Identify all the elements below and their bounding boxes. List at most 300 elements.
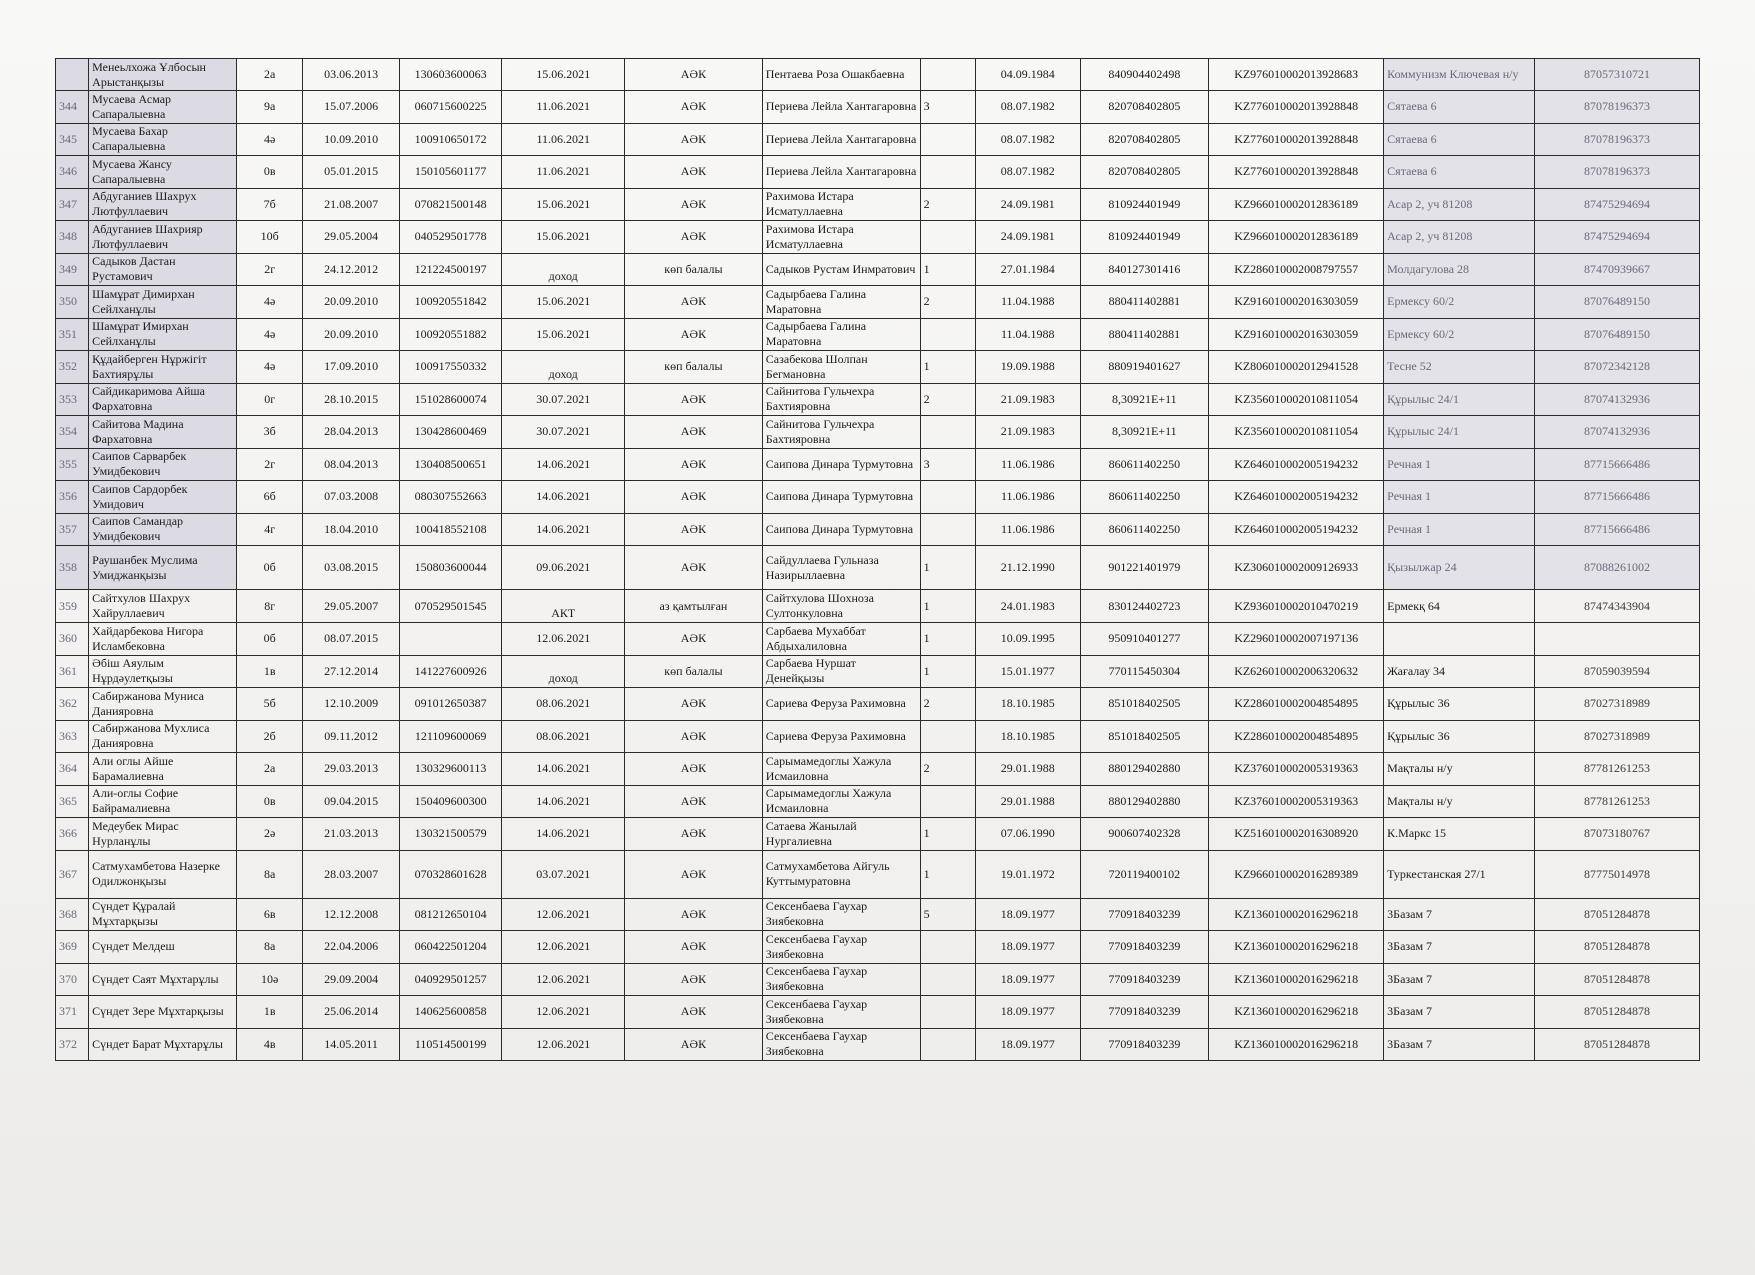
children-count-cell xyxy=(920,1028,975,1061)
parent-birth-date-cell: 11.06.1986 xyxy=(975,513,1080,546)
table-row xyxy=(56,221,1700,254)
student-birth-date-cell: 28.10.2015 xyxy=(303,383,400,416)
address-cell: Сятаева 6 xyxy=(1384,91,1535,124)
class-grade-cell: 6в xyxy=(236,898,302,931)
student-name-cell: Раушанбек Муслима Умиджанқызы xyxy=(89,546,237,590)
phone-number-cell: 87051284878 xyxy=(1534,1028,1699,1061)
class-grade-cell: 8а xyxy=(236,931,302,964)
student-birth-date-cell: 10.09.2010 xyxy=(303,123,400,156)
class-grade-cell: 7б xyxy=(236,188,302,221)
student-name-cell: Сүндет Саят Мұхтарұлы xyxy=(89,963,237,996)
row-number-cell: 358 xyxy=(56,546,89,590)
student-name-cell: Мусаева Жансу Сапаралыевна xyxy=(89,156,237,189)
address-cell: Ермекқ 64 xyxy=(1384,590,1535,623)
class-grade-cell: 4ә xyxy=(236,286,302,319)
phone-number-cell: 87781261253 xyxy=(1534,785,1699,818)
phone-number-cell: 87051284878 xyxy=(1534,963,1699,996)
student-iin-cell: 121224500197 xyxy=(399,253,502,286)
address-cell: К.Маркс 15 xyxy=(1384,818,1535,851)
student-name-cell: Сүндет Мелдеш xyxy=(89,931,237,964)
basis-category-cell: АӘК xyxy=(625,416,763,449)
basis-category-cell: АӘК xyxy=(625,1028,763,1061)
phone-number-cell: 87072342128 xyxy=(1534,351,1699,384)
basis-category-cell: АӘК xyxy=(625,123,763,156)
children-count-cell xyxy=(920,416,975,449)
table-row xyxy=(56,785,1700,818)
address-cell: Туркестанская 27/1 xyxy=(1384,850,1535,898)
parent-iin-cell: 820708402805 xyxy=(1080,123,1209,156)
row-number-cell: 349 xyxy=(56,253,89,286)
table-row xyxy=(56,188,1700,221)
student-iin-cell: 150409600300 xyxy=(399,785,502,818)
bank-account-cell: KZ776010002013928848 xyxy=(1209,123,1384,156)
class-grade-cell: 0г xyxy=(236,383,302,416)
student-iin-cell: 070821500148 xyxy=(399,188,502,221)
register-sheet xyxy=(55,58,1700,1061)
bank-account-cell: KZ776010002013928848 xyxy=(1209,156,1384,189)
row-number-cell: 353 xyxy=(56,383,89,416)
class-grade-cell: 1в xyxy=(236,996,302,1029)
student-birth-date-cell: 21.08.2007 xyxy=(303,188,400,221)
table-row xyxy=(56,850,1700,898)
student-iin-cell: 141227600926 xyxy=(399,655,502,688)
parent-birth-date-cell: 24.01.1983 xyxy=(975,590,1080,623)
bank-account-cell: KZ296010002007197136 xyxy=(1209,623,1384,656)
student-birth-date-cell: 20.09.2010 xyxy=(303,318,400,351)
phone-number-cell: 87775014978 xyxy=(1534,850,1699,898)
children-count-cell xyxy=(920,123,975,156)
student-birth-date-cell: 27.12.2014 xyxy=(303,655,400,688)
children-count-cell: 3 xyxy=(920,91,975,124)
basis-category-cell: көп балалы xyxy=(625,655,763,688)
address-cell: Мақталы н/у xyxy=(1384,785,1535,818)
parent-birth-date-cell: 07.06.1990 xyxy=(975,818,1080,851)
application-date-cell: АКТ xyxy=(502,590,625,623)
student-name-cell: Менеьлхожа Ұлбосын Арыстанқызы xyxy=(89,59,237,91)
table-row xyxy=(56,318,1700,351)
application-date-cell: 08.06.2021 xyxy=(502,688,625,721)
parent-name-cell: Периева Лейла Хантагаровна xyxy=(762,156,920,189)
parent-name-cell: Сексенбаева Гаухар Зиябековна xyxy=(762,963,920,996)
row-number-cell: 348 xyxy=(56,221,89,254)
basis-category-cell: аз қамтылған xyxy=(625,590,763,623)
student-iin-cell: 040529501778 xyxy=(399,221,502,254)
class-grade-cell: 0в xyxy=(236,156,302,189)
parent-birth-date-cell: 21.09.1983 xyxy=(975,383,1080,416)
student-name-cell: Абдуганиев Шахрияр Лютфуллаевич xyxy=(89,221,237,254)
row-number-cell: 369 xyxy=(56,931,89,964)
class-grade-cell: 4ә xyxy=(236,123,302,156)
parent-birth-date-cell: 08.07.1982 xyxy=(975,156,1080,189)
class-grade-cell: 2б xyxy=(236,720,302,753)
application-date-cell: 12.06.2021 xyxy=(502,1028,625,1061)
student-name-cell: Али оглы Айше Барамалиевна xyxy=(89,753,237,786)
address-cell: Жағалау 34 xyxy=(1384,655,1535,688)
application-date-cell: 14.06.2021 xyxy=(502,753,625,786)
parent-name-cell: Периева Лейла Хантагаровна xyxy=(762,91,920,124)
student-iin-cell: 130321500579 xyxy=(399,818,502,851)
application-date-cell: 11.06.2021 xyxy=(502,123,625,156)
application-date-cell: 08.06.2021 xyxy=(502,720,625,753)
parent-birth-date-cell: 08.07.1982 xyxy=(975,123,1080,156)
children-count-cell: 1 xyxy=(920,623,975,656)
parent-iin-cell: 900607402328 xyxy=(1080,818,1209,851)
parent-name-cell: Сатаева Жаныл​ай Нургалиевна xyxy=(762,818,920,851)
student-name-cell: Шамұрат Имирхан Сейлханұлы xyxy=(89,318,237,351)
table-row xyxy=(56,253,1700,286)
row-number-cell: 360 xyxy=(56,623,89,656)
address-cell: Ермексу 60/2 xyxy=(1384,318,1535,351)
bank-account-cell: KZ646010002005194232 xyxy=(1209,513,1384,546)
basis-category-cell: АӘК xyxy=(625,850,763,898)
parent-iin-cell: 840904402498 xyxy=(1080,59,1209,91)
parent-iin-cell: 8,30921E+11 xyxy=(1080,383,1209,416)
parent-iin-cell: 810924401949 xyxy=(1080,188,1209,221)
parent-name-cell: Сексенбаева Гаухар Зиябековна xyxy=(762,996,920,1029)
student-birth-date-cell: 05.01.2015 xyxy=(303,156,400,189)
children-count-cell: 1 xyxy=(920,850,975,898)
table-row xyxy=(56,59,1700,91)
student-name-cell: Сабиржанова Мухлиса Данияровна xyxy=(89,720,237,753)
application-date-cell: 15.06.2021 xyxy=(502,318,625,351)
class-grade-cell: 8а xyxy=(236,850,302,898)
bank-account-cell: KZ966010002012836189 xyxy=(1209,188,1384,221)
address-cell: 3Базам 7 xyxy=(1384,996,1535,1029)
student-iin-cell: 100910650172 xyxy=(399,123,502,156)
student-iin-cell: 130428600469 xyxy=(399,416,502,449)
student-birth-date-cell: 29.05.2007 xyxy=(303,590,400,623)
student-birth-date-cell: 21.03.2013 xyxy=(303,818,400,851)
row-number-cell: 371 xyxy=(56,996,89,1029)
parent-name-cell: Сексенбаева Гаухар Зиябековна xyxy=(762,898,920,931)
application-date-cell: 14.06.2021 xyxy=(502,818,625,851)
parent-birth-date-cell: 19.01.1972 xyxy=(975,850,1080,898)
student-name-cell: Хайдарбекова Нигора Исламбековна xyxy=(89,623,237,656)
student-birth-date-cell: 24.12.2012 xyxy=(303,253,400,286)
student-birth-date-cell: 08.04.2013 xyxy=(303,448,400,481)
address-cell: Ермексу 60/2 xyxy=(1384,286,1535,319)
student-name-cell: Сайдикаримова Айша Фархатовна xyxy=(89,383,237,416)
parent-iin-cell: 770918403239 xyxy=(1080,1028,1209,1061)
phone-number-cell: 87076489150 xyxy=(1534,286,1699,319)
parent-name-cell: Сайтхулова Шохноза Султонкуловна xyxy=(762,590,920,623)
phone-number-cell: 87475294694 xyxy=(1534,221,1699,254)
student-name-cell: Сайтхулов Шахрух Хайруллаевич xyxy=(89,590,237,623)
parent-iin-cell: 770918403239 xyxy=(1080,898,1209,931)
parent-name-cell: Сайнитова Гульчехра Бахтияровна xyxy=(762,383,920,416)
children-count-cell xyxy=(920,785,975,818)
class-grade-cell: 2г xyxy=(236,448,302,481)
address-cell: 3Базам 7 xyxy=(1384,1028,1535,1061)
student-name-cell: Медеубек Мирас Нурланұлы xyxy=(89,818,237,851)
student-iin-cell: 100920551882 xyxy=(399,318,502,351)
parent-name-cell: Саипова Динара Турмутовна xyxy=(762,513,920,546)
phone-number-cell: 87078196373 xyxy=(1534,91,1699,124)
children-count-cell xyxy=(920,318,975,351)
parent-name-cell: Садырбаева Галина Маратовна xyxy=(762,318,920,351)
student-birth-date-cell: 03.08.2015 xyxy=(303,546,400,590)
bank-account-cell: KZ376010002005319363 xyxy=(1209,753,1384,786)
student-iin-cell: 040929501257 xyxy=(399,963,502,996)
student-birth-date-cell: 08.07.2015 xyxy=(303,623,400,656)
bank-account-cell: KZ626010002006320632 xyxy=(1209,655,1384,688)
parent-birth-date-cell: 29.01.1988 xyxy=(975,785,1080,818)
parent-iin-cell: 840127301416 xyxy=(1080,253,1209,286)
row-number-cell: 351 xyxy=(56,318,89,351)
student-birth-date-cell: 15.07.2006 xyxy=(303,91,400,124)
row-number-cell: 363 xyxy=(56,720,89,753)
class-grade-cell: 4в xyxy=(236,1028,302,1061)
student-birth-date-cell: 14.05.2011 xyxy=(303,1028,400,1061)
parent-name-cell: Сексенбаева Гаухар Зиябековна xyxy=(762,931,920,964)
row-number-cell: 356 xyxy=(56,481,89,514)
application-date-cell: 11.06.2021 xyxy=(502,156,625,189)
row-number-cell: 355 xyxy=(56,448,89,481)
basis-category-cell: АӘК xyxy=(625,753,763,786)
address-cell: Коммунизм Ключевая н/у xyxy=(1384,59,1535,91)
parent-iin-cell: 810924401949 xyxy=(1080,221,1209,254)
row-number-cell: 347 xyxy=(56,188,89,221)
application-date-cell: доход xyxy=(502,655,625,688)
phone-number-cell: 87027318989 xyxy=(1534,720,1699,753)
basis-category-cell: АӘК xyxy=(625,221,763,254)
student-iin-cell: 060715600225 xyxy=(399,91,502,124)
parent-birth-date-cell: 11.04.1988 xyxy=(975,318,1080,351)
parent-name-cell: Садырбаева Галина Маратовна xyxy=(762,286,920,319)
parent-iin-cell: 720119400102 xyxy=(1080,850,1209,898)
student-iin-cell: 060422501204 xyxy=(399,931,502,964)
children-count-cell: 1 xyxy=(920,818,975,851)
parent-name-cell: Пентаева Роза Ошакбаевна xyxy=(762,59,920,91)
basis-category-cell: АӘК xyxy=(625,996,763,1029)
parent-birth-date-cell: 29.01.1988 xyxy=(975,753,1080,786)
address-cell: Сятаева 6 xyxy=(1384,123,1535,156)
row-number-cell: 370 xyxy=(56,963,89,996)
phone-number-cell: 87715666486 xyxy=(1534,481,1699,514)
row-number-cell: 357 xyxy=(56,513,89,546)
student-name-cell: Сатмухамбетова Назерке Одилжонқызы xyxy=(89,850,237,898)
children-count-cell: 2 xyxy=(920,688,975,721)
parent-name-cell: Сарбаева Мухаббат Абдыхалиловна xyxy=(762,623,920,656)
phone-number-cell: 87078196373 xyxy=(1534,156,1699,189)
bank-account-cell: KZ646010002005194232 xyxy=(1209,481,1384,514)
bank-account-cell: KZ916010002016303059 xyxy=(1209,286,1384,319)
student-name-cell: Мусаева Бахар Сапаралыевна xyxy=(89,123,237,156)
parent-name-cell: Саипова Динара Турмутовна xyxy=(762,448,920,481)
application-date-cell: доход xyxy=(502,253,625,286)
application-date-cell: 12.06.2021 xyxy=(502,931,625,964)
phone-number-cell: 87475294694 xyxy=(1534,188,1699,221)
student-name-cell: Сүндет Құралай Мұхтарқызы xyxy=(89,898,237,931)
student-name-cell: Шамұрат Димирхан Сейлханұлы xyxy=(89,286,237,319)
class-grade-cell: 6б xyxy=(236,481,302,514)
children-count-cell: 3 xyxy=(920,448,975,481)
student-name-cell: Сүндет Барат Мұхтарұлы xyxy=(89,1028,237,1061)
parent-name-cell: Сарымамедоглы Хажула Исмаиловна xyxy=(762,753,920,786)
student-birth-date-cell: 28.04.2013 xyxy=(303,416,400,449)
phone-number-cell: 87781261253 xyxy=(1534,753,1699,786)
bank-account-cell: KZ136010002016296218 xyxy=(1209,996,1384,1029)
phone-number-cell xyxy=(1534,623,1699,656)
parent-iin-cell: 950910401277 xyxy=(1080,623,1209,656)
application-date-cell: 14.06.2021 xyxy=(502,513,625,546)
student-name-cell: Абдуганиев Шахрух Лютфуллаевич xyxy=(89,188,237,221)
table-row xyxy=(56,546,1700,590)
phone-number-cell: 87076489150 xyxy=(1534,318,1699,351)
phone-number-cell: 87470939667 xyxy=(1534,253,1699,286)
row-number-cell: 350 xyxy=(56,286,89,319)
bank-account-cell: KZ286010002008797557 xyxy=(1209,253,1384,286)
row-number-cell xyxy=(56,59,89,91)
children-count-cell: 1 xyxy=(920,546,975,590)
children-count-cell: 2 xyxy=(920,286,975,319)
student-birth-date-cell: 18.04.2010 xyxy=(303,513,400,546)
table-row xyxy=(56,623,1700,656)
address-cell: Қызылжар 24 xyxy=(1384,546,1535,590)
application-date-cell: 30.07.2021 xyxy=(502,416,625,449)
student-iin-cell: 100418552108 xyxy=(399,513,502,546)
bank-account-cell: KZ966010002016289389 xyxy=(1209,850,1384,898)
parent-name-cell: Рахимова Истара Исматуллаевна xyxy=(762,188,920,221)
phone-number-cell: 87073180767 xyxy=(1534,818,1699,851)
application-date-cell: 12.06.2021 xyxy=(502,996,625,1029)
student-iin-cell: 100917550332 xyxy=(399,351,502,384)
application-date-cell: 14.06.2021 xyxy=(502,785,625,818)
student-iin-cell: 100920551842 xyxy=(399,286,502,319)
parent-birth-date-cell: 11.06.1986 xyxy=(975,448,1080,481)
parent-birth-date-cell: 18.10.1985 xyxy=(975,720,1080,753)
parent-iin-cell: 880129402880 xyxy=(1080,753,1209,786)
basis-category-cell: АӘК xyxy=(625,720,763,753)
row-number-cell: 365 xyxy=(56,785,89,818)
phone-number-cell: 87088261002 xyxy=(1534,546,1699,590)
application-date-cell: 03.07.2021 xyxy=(502,850,625,898)
application-date-cell: 14.06.2021 xyxy=(502,481,625,514)
basis-category-cell: АӘК xyxy=(625,785,763,818)
row-number-cell: 345 xyxy=(56,123,89,156)
student-birth-date-cell: 20.09.2010 xyxy=(303,286,400,319)
parent-iin-cell: 830124402723 xyxy=(1080,590,1209,623)
class-grade-cell: 10б xyxy=(236,221,302,254)
table-row xyxy=(56,818,1700,851)
parent-iin-cell: 820708402805 xyxy=(1080,91,1209,124)
student-name-cell: Али-оглы Софие Байрамалиевна xyxy=(89,785,237,818)
parent-birth-date-cell: 10.09.1995 xyxy=(975,623,1080,656)
student-name-cell: Сүндет Зере Мұхтарқызы xyxy=(89,996,237,1029)
address-cell: Құрылыс 36 xyxy=(1384,720,1535,753)
parent-name-cell: Сайдуллаева Гульназа Назирыллаевна xyxy=(762,546,920,590)
parent-birth-date-cell: 18.09.1977 xyxy=(975,1028,1080,1061)
parent-iin-cell: 770918403239 xyxy=(1080,996,1209,1029)
address-cell: Құрылыс 24/1 xyxy=(1384,416,1535,449)
table-row xyxy=(56,123,1700,156)
row-number-cell: 368 xyxy=(56,898,89,931)
basis-category-cell: АӘК xyxy=(625,448,763,481)
parent-iin-cell: 820708402805 xyxy=(1080,156,1209,189)
table-row xyxy=(56,898,1700,931)
student-iin-cell: 121109600069 xyxy=(399,720,502,753)
parent-iin-cell: 901221401979 xyxy=(1080,546,1209,590)
parent-name-cell: Рахимова Истара Исматуллаевна xyxy=(762,221,920,254)
parent-name-cell: Периева Лейла Хантагаровна xyxy=(762,123,920,156)
row-number-cell: 361 xyxy=(56,655,89,688)
children-count-cell xyxy=(920,931,975,964)
parent-birth-date-cell: 18.10.1985 xyxy=(975,688,1080,721)
class-grade-cell: 4ә xyxy=(236,351,302,384)
parent-iin-cell: 770918403239 xyxy=(1080,963,1209,996)
class-grade-cell: 2а xyxy=(236,753,302,786)
address-cell: Мақталы н/у xyxy=(1384,753,1535,786)
basis-category-cell: АӘК xyxy=(625,188,763,221)
children-count-cell xyxy=(920,963,975,996)
bank-account-cell: KZ306010002009126933 xyxy=(1209,546,1384,590)
parent-name-cell: Саипова Динара Турмутовна xyxy=(762,481,920,514)
parent-name-cell: Садыков Рустам Инмратович xyxy=(762,253,920,286)
table-row xyxy=(56,753,1700,786)
student-iin-cell: 140625600858 xyxy=(399,996,502,1029)
basis-category-cell: АӘК xyxy=(625,898,763,931)
children-count-cell: 2 xyxy=(920,188,975,221)
table-row xyxy=(56,688,1700,721)
basis-category-cell: АӘК xyxy=(625,481,763,514)
children-count-cell xyxy=(920,481,975,514)
children-count-cell xyxy=(920,59,975,91)
parent-iin-cell: 880411402881 xyxy=(1080,318,1209,351)
basis-category-cell: АӘК xyxy=(625,91,763,124)
student-iin-cell: 130408500651 xyxy=(399,448,502,481)
class-grade-cell: 5б xyxy=(236,688,302,721)
row-number-cell: 344 xyxy=(56,91,89,124)
student-name-cell: Саипов Сардорбек Умидович xyxy=(89,481,237,514)
children-count-cell xyxy=(920,513,975,546)
table-row xyxy=(56,91,1700,124)
bank-account-cell: KZ916010002016303059 xyxy=(1209,318,1384,351)
basis-category-cell: АӘК xyxy=(625,513,763,546)
row-number-cell: 354 xyxy=(56,416,89,449)
table-row xyxy=(56,416,1700,449)
table-row xyxy=(56,286,1700,319)
table-row xyxy=(56,156,1700,189)
address-cell: Құрылыс 36 xyxy=(1384,688,1535,721)
class-grade-cell: 1в xyxy=(236,655,302,688)
parent-iin-cell: 880411402881 xyxy=(1080,286,1209,319)
bank-account-cell: KZ136010002016296218 xyxy=(1209,963,1384,996)
class-grade-cell: 4ә xyxy=(236,318,302,351)
student-birth-date-cell: 12.10.2009 xyxy=(303,688,400,721)
class-grade-cell: 4г xyxy=(236,513,302,546)
student-iin-cell: 091012650387 xyxy=(399,688,502,721)
parent-name-cell: Сарбаева Нуршат Денейқызы xyxy=(762,655,920,688)
basis-category-cell: АӘК xyxy=(625,383,763,416)
phone-number-cell: 87059039594 xyxy=(1534,655,1699,688)
address-cell: Речная 1 xyxy=(1384,513,1535,546)
children-count-cell: 1 xyxy=(920,253,975,286)
bank-account-cell: KZ136010002016296218 xyxy=(1209,898,1384,931)
row-number-cell: 346 xyxy=(56,156,89,189)
basis-category-cell: АӘК xyxy=(625,931,763,964)
student-birth-date-cell: 25.06.2014 xyxy=(303,996,400,1029)
parent-birth-date-cell: 08.07.1982 xyxy=(975,91,1080,124)
address-cell: Молдагулова 28 xyxy=(1384,253,1535,286)
address-cell: Речная 1 xyxy=(1384,448,1535,481)
parent-iin-cell: 880919401627 xyxy=(1080,351,1209,384)
table-row xyxy=(56,996,1700,1029)
parent-birth-date-cell: 18.09.1977 xyxy=(975,996,1080,1029)
parent-birth-date-cell: 04.09.1984 xyxy=(975,59,1080,91)
application-date-cell: 15.06.2021 xyxy=(502,286,625,319)
children-count-cell: 1 xyxy=(920,655,975,688)
table-row xyxy=(56,720,1700,753)
